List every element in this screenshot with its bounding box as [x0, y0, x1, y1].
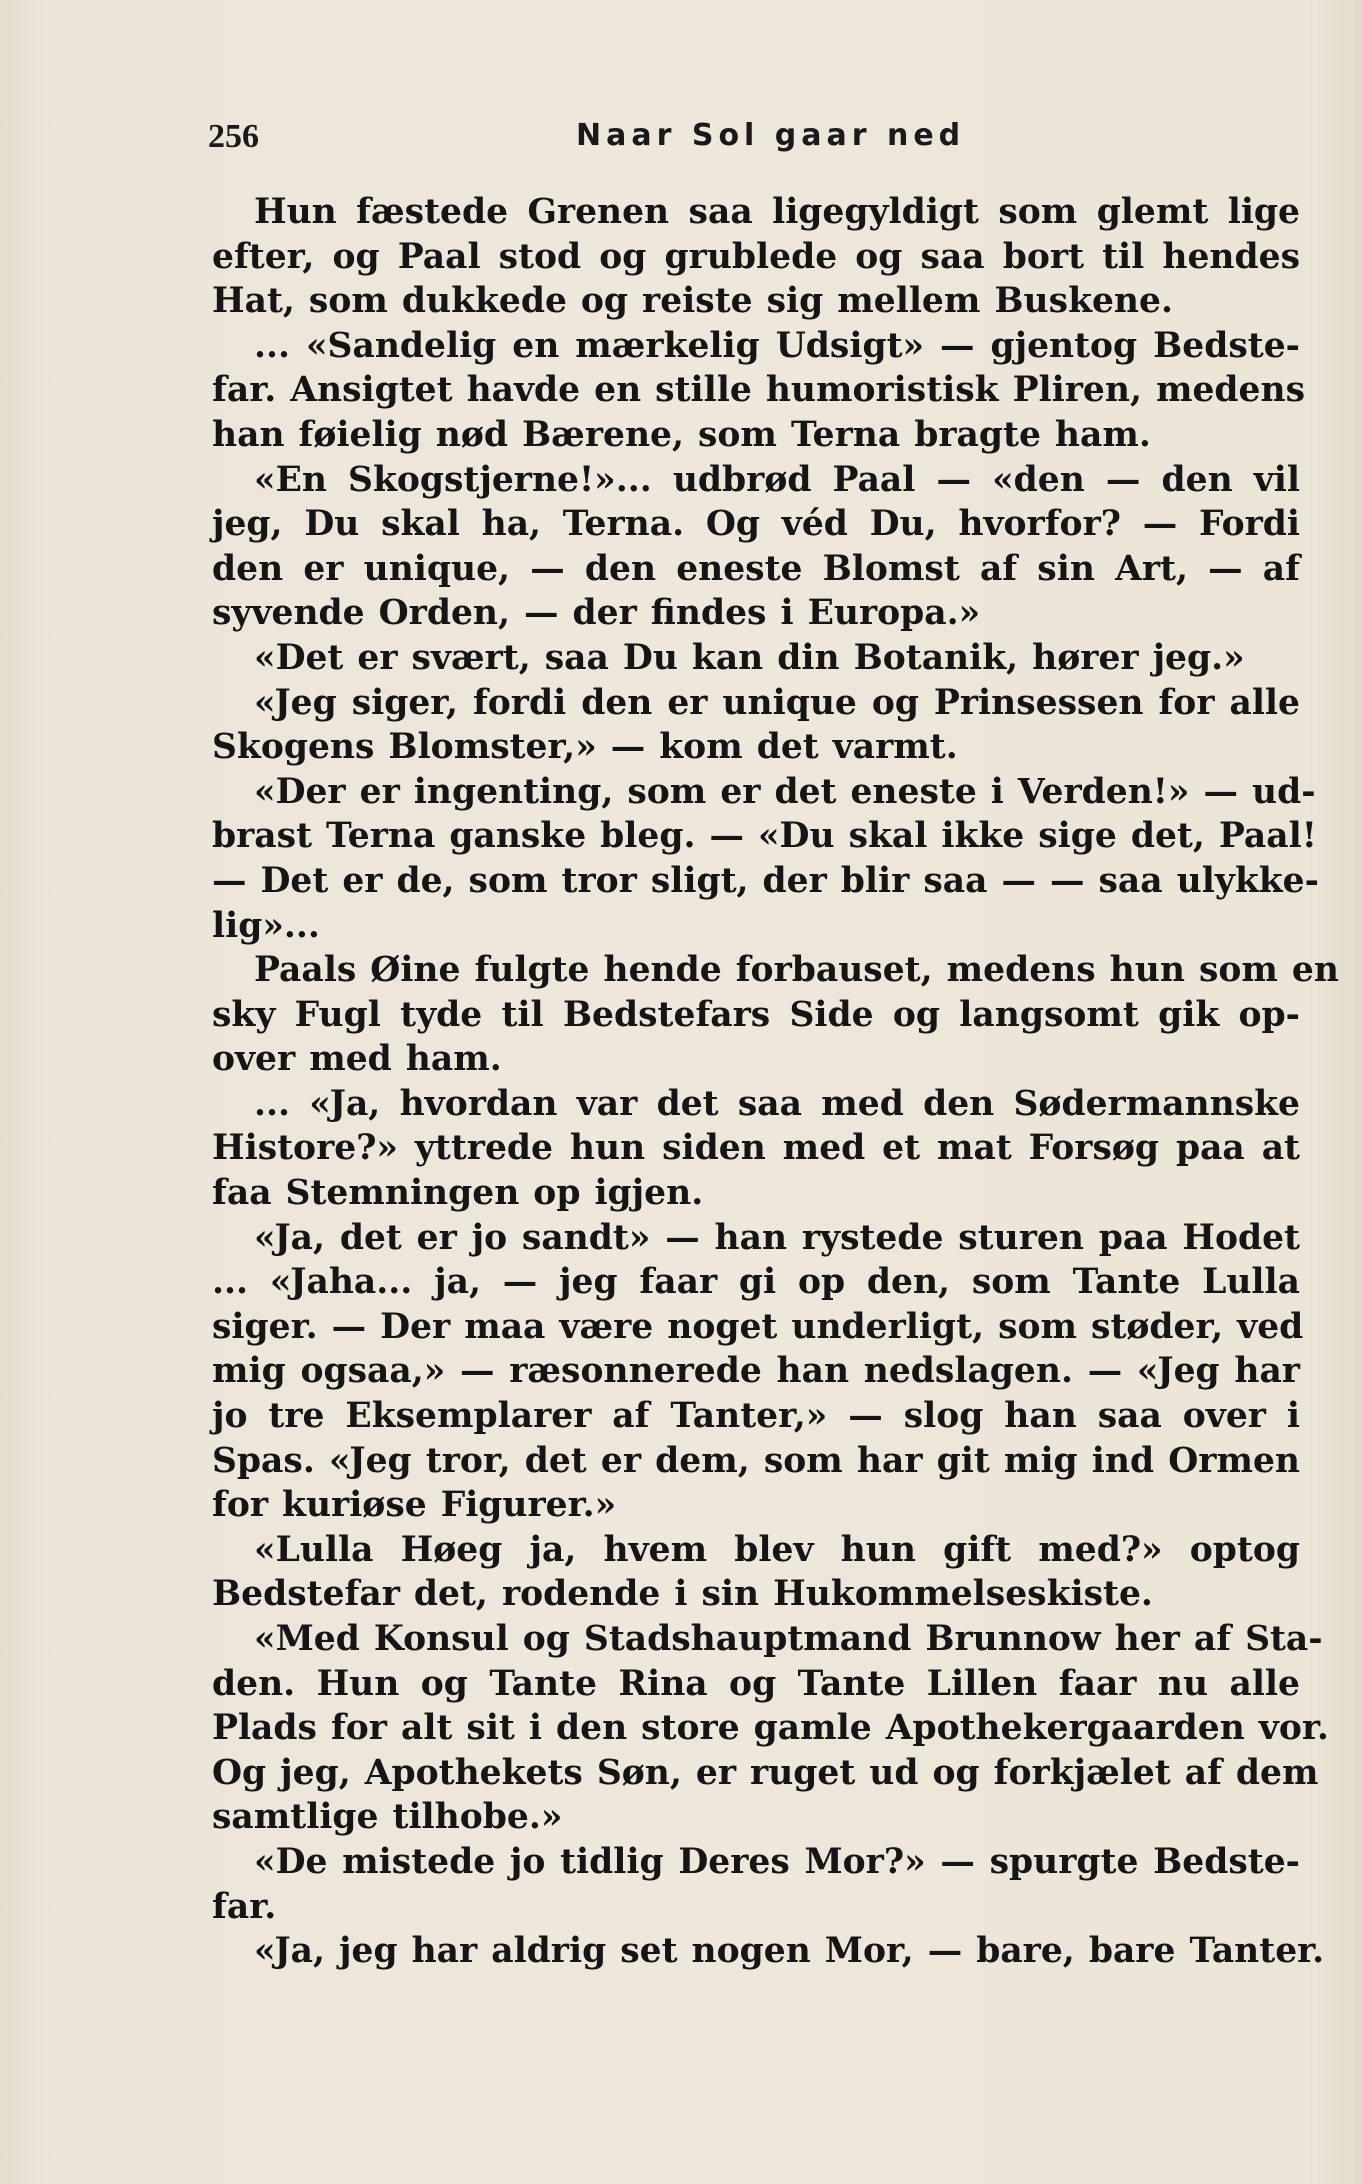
- text-line: ... «Ja, hvordan var det saa med den Sødermannske: [254, 1083, 1300, 1124]
- text-line: Histore?» yttrede hun siden med et mat Forsøg paa at: [212, 1128, 1300, 1169]
- text-line: Spas. «Jeg tror, det er dem, som har git mig ind Ormen: [212, 1440, 1300, 1481]
- text-line: far. Ansigtet havde en stille humoristisk Pliren, medens: [212, 370, 1306, 411]
- body-text: [212, 190, 1339, 1974]
- text-line: for kuriøse Figurer.»: [212, 1485, 617, 1526]
- text-line: — Det er de, som tror sligt, der blir saa — — saa ulykke-: [212, 860, 1319, 901]
- running-title: Naar Sol gaar ned: [576, 118, 966, 153]
- page-number: 256: [208, 118, 259, 155]
- text-line: mig ogsaa,» — ræsonnerede han nedslagen. — «Jeg har: [212, 1351, 1300, 1392]
- text-line: jeg, Du skal ha, Terna. Og véd Du, hvorfor? — Fordi: [212, 504, 1300, 545]
- text-line: brast Terna ganske bleg. — «Du skal ikke sige det, Paal!: [212, 816, 1317, 857]
- text-line: jo tre Eksemplarer af Tanter,» — slog han saa over i: [212, 1396, 1300, 1437]
- text-line: samtlige tilhobe.»: [212, 1797, 563, 1838]
- text-line: «Lulla Høeg ja, hvem blev hun gift med?» optog: [254, 1529, 1300, 1570]
- text-line: efter, og Paal stod og grublede og saa bort til hendes: [212, 236, 1300, 277]
- text-line: den. Hun og Tante Rina og Tante Lillen faar nu alle: [212, 1663, 1300, 1704]
- text-line: Hat, som dukkede og reiste sig mellem Buskene.: [212, 281, 1173, 322]
- text-line: sky Fugl tyde til Bedstefars Side og langsomt gik op-: [212, 994, 1300, 1035]
- text-line: syvende Orden, — der findes i Europa.»: [212, 593, 981, 634]
- text-line: far.: [212, 1886, 277, 1927]
- text-line: Og jeg, Apothekets Søn, er ruget ud og forkjælet af dem: [212, 1752, 1319, 1793]
- text-line: «Der er ingenting, som er det eneste i Verden!» — ud-: [254, 771, 1316, 812]
- text-line: «Ja, jeg har aldrig set nogen Mor, — bare, bare Tanter.: [254, 1931, 1325, 1972]
- text-line: «Det er svært, saa Du kan din Botanik, hører jeg.»: [254, 637, 1245, 678]
- text-line: Skogens Blomster,» — kom det varmt.: [212, 727, 958, 768]
- text-line: han føielig nød Bærene, som Terna bragte ham.: [212, 414, 1151, 455]
- text-line: den er unique, — den eneste Blomst af sin Art, — af: [212, 548, 1300, 589]
- text-line: Plads for alt sit i den store gamle Apothekergaarden vor.: [212, 1708, 1329, 1749]
- text-line: lig»...: [212, 905, 320, 946]
- text-line: Hun fæstede Grenen saa ligegyldigt som glemt lige: [254, 192, 1300, 232]
- text-line: «Med Konsul og Stadshauptmand Brunnow her af Sta-: [254, 1619, 1323, 1659]
- text-line: Paals Øine fulgte hende forbauset, medens hun som en: [254, 950, 1339, 991]
- text-line: «De mistede jo tidlig Deres Mor?» — spurgte Bedste-: [254, 1841, 1300, 1882]
- page-header: [208, 118, 1298, 168]
- text-line: over med ham.: [212, 1039, 502, 1080]
- text-line: «Ja, det er jo sandt» — han rystede sturen paa Hodet: [254, 1217, 1300, 1258]
- text-line: ... «Sandelig en mærkelig Udsigt» — gjentog Bedste-: [254, 325, 1300, 366]
- text-line: faa Stemningen op igjen.: [212, 1173, 704, 1214]
- text-line: «Jeg siger, fordi den er unique og Prinsessen for alle: [254, 682, 1300, 723]
- text-line: ... «Jaha... ja, — jeg faar gi op den, som Tante Lulla: [212, 1262, 1300, 1303]
- text-line: Bedstefar det, rodende i sin Hukommelseskiste.: [212, 1574, 1153, 1615]
- text-line: «En Skogstjerne!»... udbrød Paal — «den — den vil: [254, 459, 1300, 500]
- text-line: siger. — Der maa være noget underligt, som støder, ved: [212, 1306, 1304, 1347]
